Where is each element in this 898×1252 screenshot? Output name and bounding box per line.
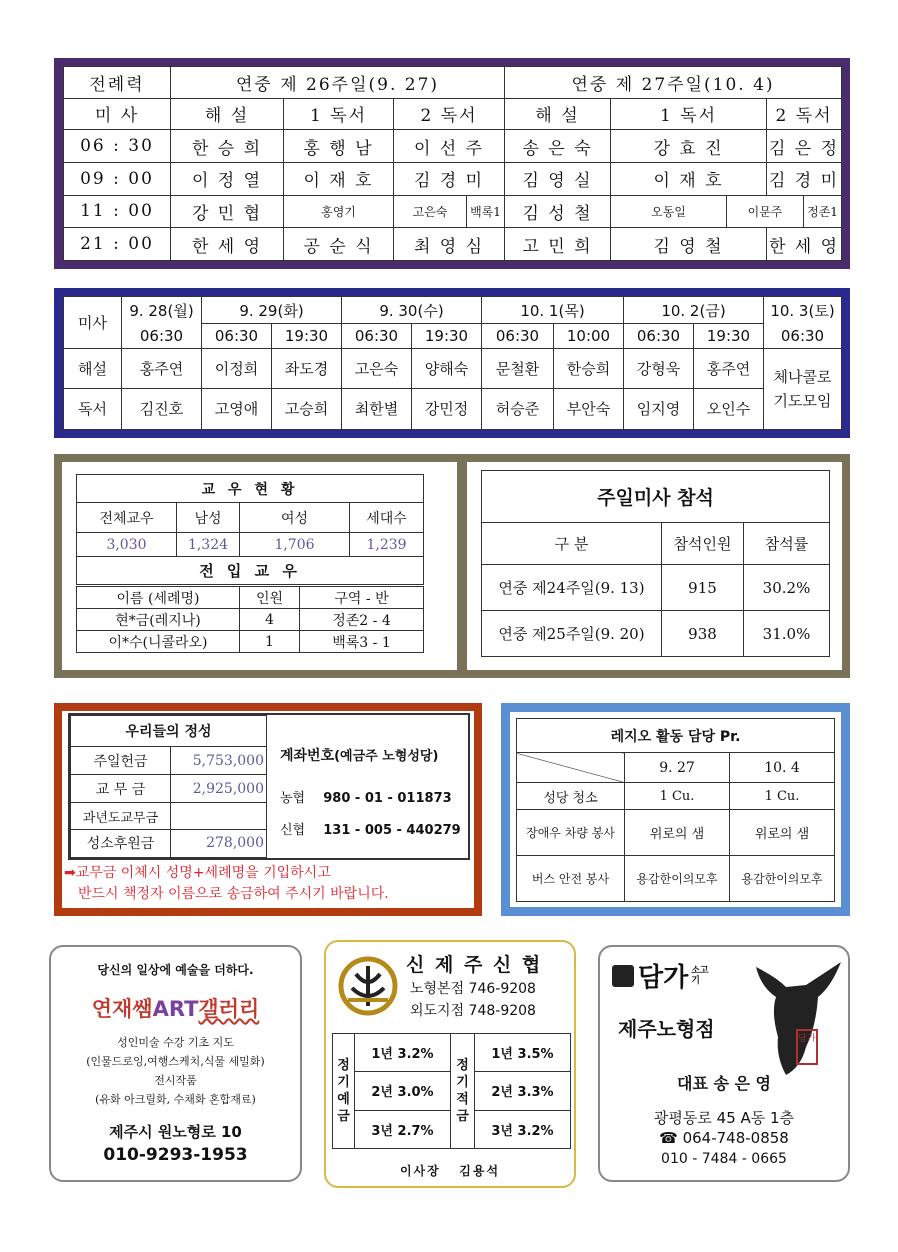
name-cell: 이정희 [202, 348, 272, 388]
attendance-rate: 31.0% [744, 611, 830, 657]
diagonal-header [517, 753, 625, 783]
gallery-address: 제주시 원노형로 10 [109, 1123, 242, 1141]
attendance-title: 주일미사 참석 [482, 471, 830, 523]
seal-stamp: 담가 [796, 1029, 818, 1065]
day-date: 9. 30(수) [342, 297, 482, 324]
gallery-name-part: 갤러리 [198, 997, 260, 1021]
members-table [76, 474, 424, 585]
rate-term: 3년 [371, 1123, 393, 1139]
gallery-line: 성인미술 수강 기초 지도 [117, 1036, 234, 1049]
attendance-panel [467, 462, 842, 670]
legio-date: 9. 27 [625, 753, 730, 783]
name-cell: 오동일 [611, 195, 727, 228]
name-cell: 홍영기 [284, 195, 394, 228]
account-title: 계좌번호 [280, 748, 335, 764]
mass-time: 06 : 30 [64, 130, 171, 163]
members-title: 교 우 현 황 [77, 475, 424, 503]
row-reading-label: 독서 [64, 388, 122, 429]
mass-time: 06:30 [482, 324, 554, 349]
newcomer-district: 정존2 - 4 [300, 609, 424, 631]
offerings-box [54, 703, 482, 916]
name-cell: 고 민 희 [505, 228, 611, 261]
day-date: 10. 3(토) [764, 297, 842, 324]
credit-union-logo-icon [338, 956, 398, 1016]
weekday-schedule-table [63, 296, 842, 430]
day-date: 9. 29(화) [202, 297, 342, 324]
day-date: 10. 2(금) [624, 297, 764, 324]
col-commentary: 해 설 [171, 98, 284, 130]
attendance-week: 연중 제25주일(9. 20) [482, 611, 662, 657]
name-cell: 정존1 [804, 195, 842, 228]
name-cell: 부안숙 [554, 388, 624, 429]
newcomer-header: 인원 [240, 587, 300, 609]
attendance-count: 915 [662, 565, 744, 611]
restaurant-phone-line [600, 1129, 848, 1147]
gallery-ad [49, 945, 302, 1182]
sunday-schedule-table [63, 66, 842, 261]
newcomer-count: 1 [240, 631, 300, 653]
col-reading1: 1 독서 [284, 98, 394, 130]
members-total: 3,030 [77, 533, 177, 557]
members-households: 1,239 [350, 533, 424, 557]
members-panel [62, 462, 457, 670]
mass-time: 10:00 [554, 324, 624, 349]
rate-term: 2년 [371, 1085, 393, 1101]
name-cell: 홍주연 [122, 348, 202, 388]
credit-union-chairman: 이사장 김용석 [399, 1164, 501, 1178]
legio-title: 레지오 활동 담당 Pr. [517, 719, 835, 753]
name-cell: 김 은 정 [767, 130, 842, 163]
newcomers-table [76, 586, 424, 653]
col-reading1: 1 독서 [611, 98, 767, 130]
legio-panel [510, 712, 841, 907]
members-header: 여성 [240, 503, 350, 533]
name-cell: 문철환 [482, 348, 554, 388]
legio-assignee: 위로의 샘 [730, 810, 835, 856]
name-cell: 양해숙 [412, 348, 482, 388]
attendance-rate: 30.2% [744, 565, 830, 611]
members-header: 세대수 [350, 503, 424, 533]
newcomer-district: 백록3 - 1 [300, 631, 424, 653]
name-cell: 한승희 [554, 348, 624, 388]
name-cell: 최한별 [342, 388, 412, 429]
rate-term: 2년 [491, 1085, 513, 1101]
offering-label: 주일헌금 [71, 747, 171, 775]
name-cell: 공 순 식 [284, 228, 394, 261]
mass-time: 06:30 [764, 324, 842, 349]
row-commentary-label: 해설 [64, 348, 122, 388]
restaurant-owner: 대표 송 은 영 [677, 1074, 771, 1093]
legio-task: 버스 안전 봉사 [517, 856, 625, 902]
liturgical-label: 전례력 [64, 67, 171, 99]
rate-term: 1년 [491, 1047, 513, 1063]
rate-value: 3.3% [517, 1085, 554, 1101]
brand-sub: 소고기 [691, 965, 709, 986]
name-cell: 허승준 [482, 388, 554, 429]
name-cell: 최 영 심 [394, 228, 505, 261]
credit-union-branch: 외도지점 748-9208 [410, 1003, 536, 1019]
restaurant-mobile[interactable]: 010 - 7484 - 0665 [661, 1151, 787, 1167]
phone-icon: ☎ [659, 1129, 678, 1147]
brand-name: 담가 [638, 963, 689, 993]
bank2-line [280, 819, 461, 838]
mass-time: 11 : 00 [64, 195, 171, 228]
members-header: 전체교우 [77, 503, 177, 533]
legio-assignee: 위로의 샘 [625, 810, 730, 856]
name-cell: 한 세 영 [171, 228, 284, 261]
rates-table [332, 1033, 571, 1149]
savings-rate [475, 1110, 571, 1148]
rate-value: 3.2% [397, 1047, 434, 1063]
newcomer-count: 4 [240, 609, 300, 631]
members-attendance-box [54, 454, 850, 678]
deposit-rate [355, 1034, 451, 1072]
bank2-name: 신협 [280, 823, 306, 838]
note-line: 체나콜로 [773, 367, 832, 386]
attendance-header: 구 분 [482, 523, 662, 565]
legio-assignee: 용감한이의모후 [625, 856, 730, 902]
name-cell: 좌도경 [272, 348, 342, 388]
mass-time: 06:30 [202, 324, 272, 349]
name-cell: 김 성 철 [505, 195, 611, 228]
name-cell: 백록1 [467, 195, 505, 228]
deposit-rate [355, 1072, 451, 1110]
name-cell: 한 세 영 [767, 228, 842, 261]
bank1-line [280, 787, 452, 806]
restaurant-phone[interactable]: 064-748-0858 [682, 1129, 789, 1147]
members-header: 남성 [177, 503, 240, 533]
name-cell: 강민정 [412, 388, 482, 429]
members-male: 1,324 [177, 533, 240, 557]
name-cell: 이문주 [727, 195, 804, 228]
savings-label: 정기적금 [451, 1034, 475, 1149]
mass-time: 06:30 [342, 324, 412, 349]
savings-rate [475, 1072, 571, 1110]
newcomer-name: 현*금(레지나) [77, 609, 240, 631]
name-cell: 고승희 [272, 388, 342, 429]
weekday-schedule-box [54, 288, 850, 438]
offerings-notice [64, 863, 472, 905]
week1-title: 연중 제 26주일(9. 27) [171, 67, 505, 99]
account-holder: (예금주 노형성당) [334, 749, 439, 764]
attendance-table [481, 470, 830, 657]
deposit-rate [355, 1110, 451, 1148]
legio-box [501, 703, 850, 916]
name-cell: 김 경 미 [394, 162, 505, 195]
name-cell: 임지영 [624, 388, 694, 429]
offering-amount: 5,753,000 [171, 747, 267, 775]
offering-amount: 278,000 [171, 829, 267, 857]
name-cell: 김 경 미 [767, 162, 842, 195]
name-cell: 강 민 협 [171, 195, 284, 228]
week2-title: 연중 제 27주일(10. 4) [505, 67, 842, 99]
legio-task: 성당 청소 [517, 783, 625, 810]
bank2-account[interactable]: 131 - 005 - 440279 [323, 823, 461, 838]
mass-time: 21 : 00 [64, 228, 171, 261]
newcomers-title: 전 입 교 우 [77, 557, 424, 585]
offering-label: 과년도교무금 [71, 803, 171, 830]
name-cell: 홍 행 남 [284, 130, 394, 163]
name-cell: 이 재 호 [284, 162, 394, 195]
members-female: 1,706 [240, 533, 350, 557]
newcomer-header: 이름 (세례명) [77, 587, 240, 609]
name-cell: 김 영 철 [611, 228, 767, 261]
mass-time: 19:30 [412, 324, 482, 349]
name-cell: 홍주연 [694, 348, 764, 388]
gallery-name-part: 연재쌤 [91, 997, 153, 1021]
notice-line: 반드시 책정자 이름으로 송금하여 주시기 바랍니다. [78, 886, 389, 902]
legio-date: 10. 4 [730, 753, 835, 783]
legio-assignee: 1 Cu. [625, 783, 730, 810]
offering-label: 성소후원금 [71, 829, 171, 857]
offering-amount: 2,925,000 [171, 775, 267, 803]
day-date: 9. 28(월) [122, 297, 202, 324]
day-date: 10. 1(목) [482, 297, 624, 324]
col-mass: 미 사 [64, 98, 171, 130]
sunday-schedule-box [54, 58, 850, 269]
name-cell: 한 승 희 [171, 130, 284, 163]
row-mass-label: 미사 [64, 297, 122, 349]
legio-table [516, 718, 835, 902]
gallery-name-part: ART [152, 997, 199, 1021]
name-cell: 이 선 주 [394, 130, 505, 163]
gallery-line: (유화 아크릴화, 수채화 혼합재료) [95, 1093, 256, 1106]
name-cell: 고영애 [202, 388, 272, 429]
rate-value: 3.2% [517, 1123, 554, 1139]
restaurant-address: 광평동로 45 A동 1층 [653, 1109, 795, 1127]
rate-value: 3.5% [517, 1047, 554, 1063]
rate-term: 1년 [371, 1047, 393, 1063]
col-reading2: 2 독서 [394, 98, 505, 130]
offering-label: 교 무 금 [71, 775, 171, 803]
rate-term: 3년 [491, 1123, 513, 1139]
name-cell: 김 영 실 [505, 162, 611, 195]
attendance-header: 참석률 [744, 523, 830, 565]
name-cell: 오인수 [694, 388, 764, 429]
gallery-slogan: 당신의 일상에 예술을 더하다. [97, 963, 254, 977]
restaurant-ad [598, 945, 850, 1182]
name-cell: 김진호 [122, 388, 202, 429]
name-cell: 강형욱 [624, 348, 694, 388]
prayer-meeting-note [764, 348, 842, 429]
restaurant-branch: 제주노형점 [618, 1017, 715, 1041]
credit-union-name: 신 제 주 신 협 [406, 954, 543, 976]
offerings-panel [62, 711, 474, 908]
mass-time: 19:30 [272, 324, 342, 349]
offerings-title: 우리들의 정성 [71, 716, 267, 747]
legio-assignee: 용감한이의모후 [730, 856, 835, 902]
gallery-line: 전시작품 [154, 1074, 197, 1087]
bank1-name: 농협 [280, 791, 306, 806]
attendance-header: 참석인원 [662, 523, 744, 565]
mass-time: 06:30 [122, 324, 202, 349]
mass-time: 19:30 [694, 324, 764, 349]
offering-amount [171, 803, 267, 830]
name-cell: 송 은 숙 [505, 130, 611, 163]
brand-logo-icon [612, 965, 634, 987]
attendance-count: 938 [662, 611, 744, 657]
savings-rate [475, 1034, 571, 1072]
name-cell: 이 재 호 [611, 162, 767, 195]
name-cell: 이 정 열 [171, 162, 284, 195]
restaurant-brand [612, 957, 709, 994]
legio-task: 장애우 차량 봉사 [517, 810, 625, 856]
col-commentary: 해 설 [505, 98, 611, 130]
newcomer-name: 이*수(니콜라오) [77, 631, 240, 653]
offerings-frame [68, 713, 470, 860]
offerings-table [70, 715, 267, 858]
gallery-phone[interactable]: 010-9293-1953 [103, 1145, 248, 1165]
gallery-details [51, 1033, 300, 1109]
mass-time: 06:30 [624, 324, 694, 349]
rate-value: 2.7% [397, 1123, 434, 1139]
note-line: 기도모임 [773, 391, 832, 410]
deposit-label: 정기예금 [333, 1034, 355, 1149]
attendance-week: 연중 제24주일(9. 13) [482, 565, 662, 611]
credit-union-ad [324, 940, 576, 1188]
gallery-name [51, 993, 300, 1023]
bank1-account[interactable]: 980 - 01 - 011873 [323, 791, 452, 806]
name-cell: 고은숙 [394, 195, 467, 228]
newcomer-header: 구역 - 반 [300, 587, 424, 609]
name-cell: 강 효 진 [611, 130, 767, 163]
name-cell: 고은숙 [342, 348, 412, 388]
notice-line: ➡교무금 이체시 성명+세례명을 기입하시고 [64, 865, 331, 881]
credit-union-branch: 노형본점 746-9208 [410, 981, 536, 997]
account-title-line [280, 745, 438, 765]
mass-time: 09 : 00 [64, 162, 171, 195]
rate-value: 3.0% [397, 1085, 434, 1101]
col-reading2: 2 독서 [767, 98, 842, 130]
gallery-line: (인물드로잉,여행스케치,식물 세밀화) [86, 1055, 265, 1068]
legio-assignee: 1 Cu. [730, 783, 835, 810]
